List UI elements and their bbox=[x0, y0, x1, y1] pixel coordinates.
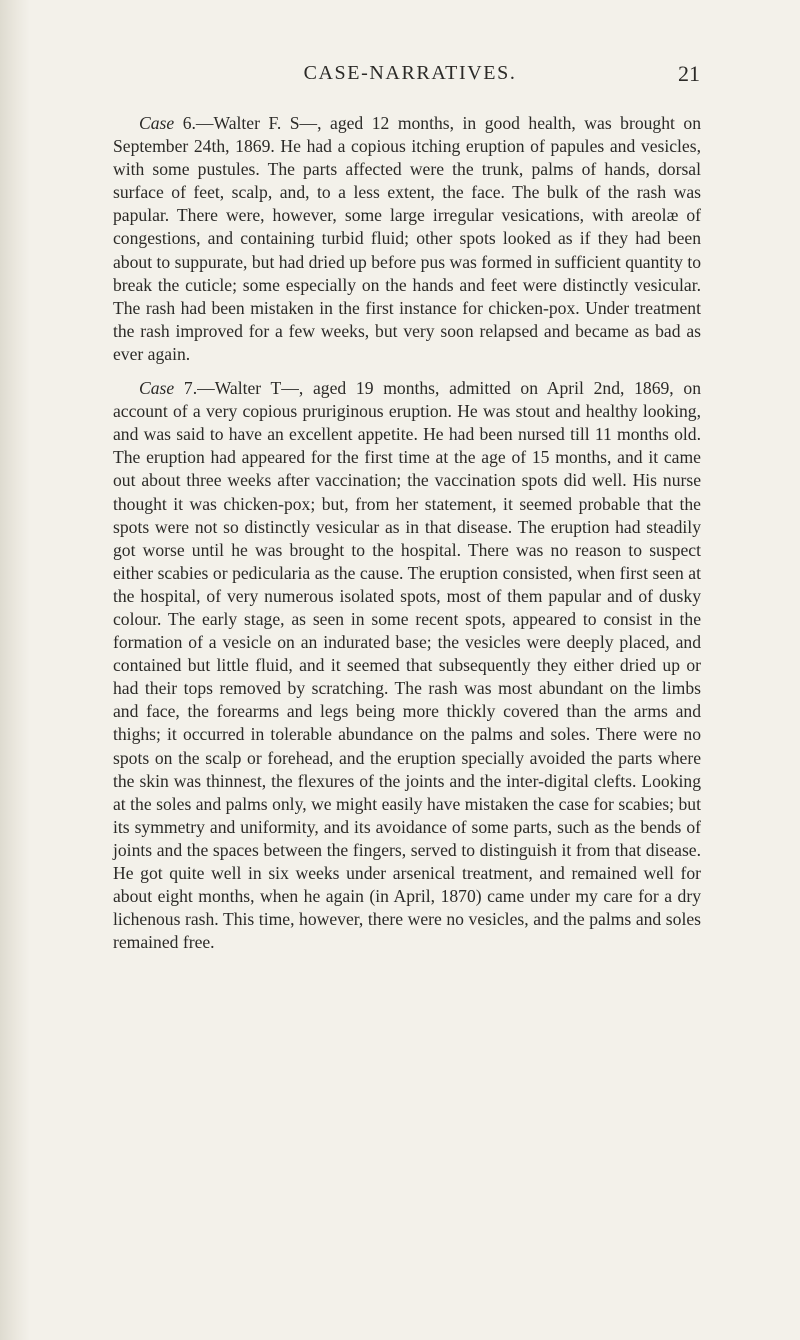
case-6-body: He had a copious itching eruption of papules and vesicles, with some pustules. The parts affected were the trunk, palms of hands, dorsal surface of feet, scalp, and, to a less extent, the face. The bulk of the rash was papular. There were, however, some large irregular vesications, with areolæ of congestions, and containing turbid fluid; other spots looked as if they had been about to suppurate, but had dried up before pus was formed in sufficient quantity to break the cuticle; some especially on the hands and feet were distinctly vesicular. The rash had been mistaken in the first instance for chicken-pox. Under treatment the rash improved for a few weeks, but very soon relapsed and became as bad as ever again. bbox=[113, 136, 701, 364]
case-6-heading: 6.—Walter F. S—, aged 12 months, in good health, was brought on September 24th, 1869. bbox=[113, 113, 701, 157]
running-head: CASE-NARRATIVES. bbox=[303, 62, 517, 84]
case-7-body: He was stout and healthy looking, and was said to have an excellent appetite. He had been nursed till 11 months old. The eruption had appeared for the first time at the age of 15 months, and it came out about three weeks after vaccination; the vaccination spots did well. His nurse thought it was chicken-pox; but, from her statement, it seemed probable that the spots were not so distinctly vesicular as in that disease. The eruption had steadily got worse until he was brought to the hospital. There was no reason to suspect either scabies or pedicularia as the cause. The eruption consisted, when first seen at the hospital, of very numerous isolated spots, most of them papular and of dusky colour. The early stage, as seen in some recent spots, appeared to consist in the formation of a vesicle on an indurated base; the vesicles were deeply placed, and contained but little fluid, and it seemed that subsequently they either dried up or had their tops removed by scratching. The rash was most abundant on the limbs and face, the forearms and legs being more thickly covered than the arms and thighs; it occurred in tolerable abundance on the palms and soles. There were no spots on the scalp or forehead, and the eruption specially avoided the parts where the skin was thinnest, the flexures of the joints and the inter-digital clefts. Looking at the soles and palms only, we might easily have mistaken the case for scabies; but its symmetry and uniformity, and its avoidance of some parts, such as the bends of joints and the spaces between the fingers, served to distinguish it from that disease. He got quite well in six weeks under arsenical treatment, and remained well for about eight months, when he again (in April, 1870) came under my care for a dry lichenous rash. This time, however, there were no vesicles, and the palms and soles remained free. bbox=[113, 401, 701, 953]
page-edge-shadow bbox=[0, 0, 30, 1340]
case-7-paragraph bbox=[113, 377, 701, 954]
page-number: 21 bbox=[678, 61, 700, 86]
document-body bbox=[113, 112, 701, 954]
case-6-paragraph bbox=[113, 112, 701, 366]
case-7-title: Case bbox=[139, 378, 175, 399]
case-6-title: Case bbox=[139, 113, 175, 133]
case-7-heading: 7.—Walter T—, aged 19 months, admitted on April 2nd, 1869, on account of a very copious pruriginous eruption. bbox=[113, 378, 701, 422]
page-header bbox=[120, 62, 700, 96]
